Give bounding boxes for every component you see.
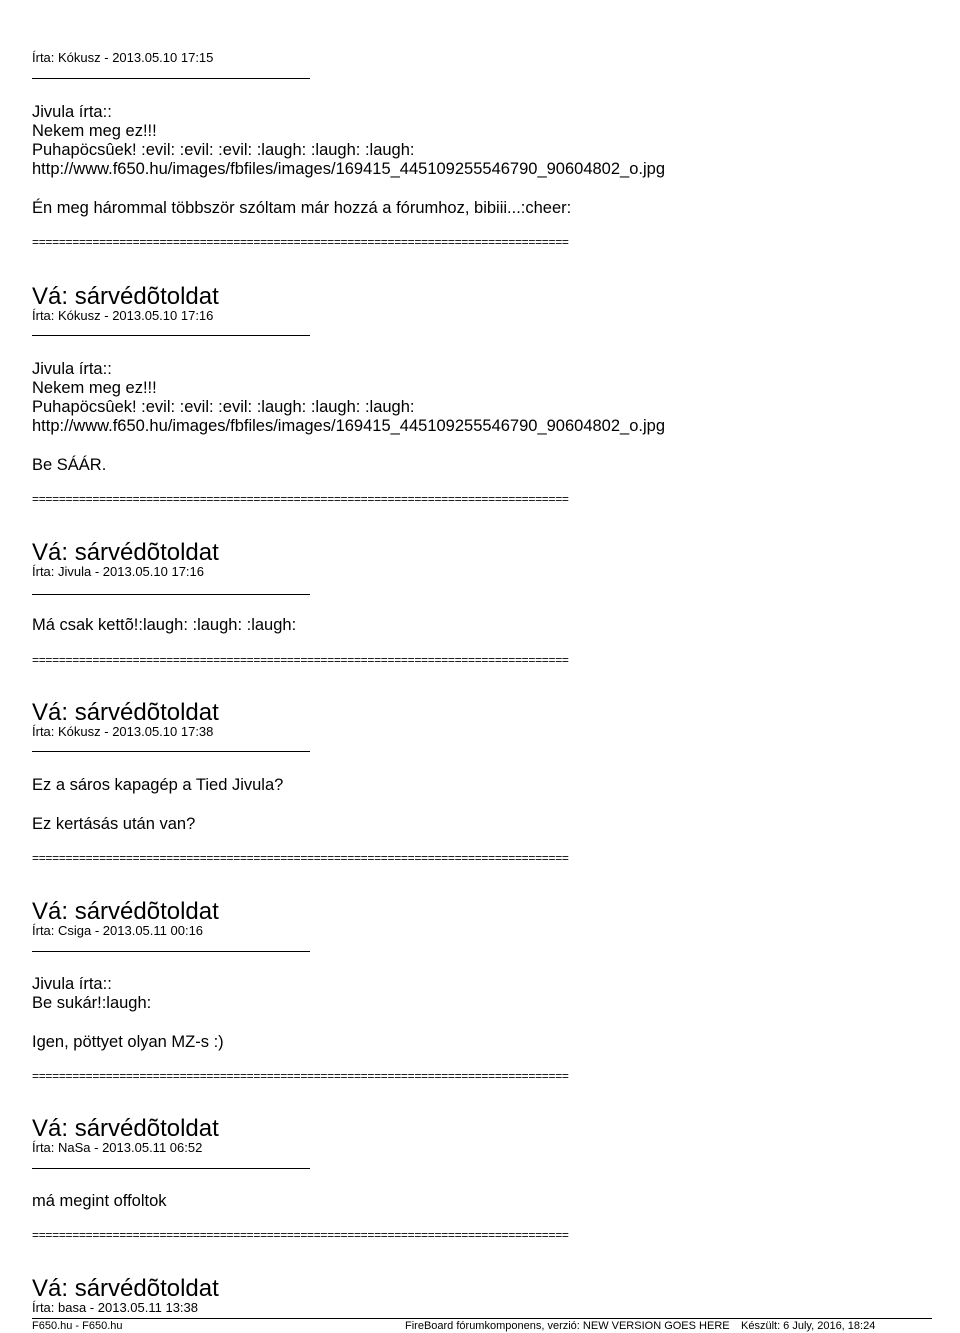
- post-link[interactable]: http://www.f650.hu/images/fbfiles/images/169415_445109255546790_90604802_o.jpg: [32, 417, 665, 435]
- post-meta: Írta: NaSa - 2013.05.11 06:52: [32, 1140, 203, 1155]
- post-text: Én meg hárommal többször szóltam már hozzá a fórumhoz, bibiii...:cheer:: [32, 199, 572, 217]
- footer-timestamp: Készült: 6 July, 2016, 18:24: [741, 1320, 876, 1332]
- post-text: Ez kertásás után van?: [32, 815, 196, 833]
- post-text: Nekem meg ez!!!: [32, 379, 157, 397]
- post-rule: [32, 594, 310, 595]
- post-link[interactable]: http://www.f650.hu/images/fbfiles/images/169415_445109255546790_90604802_o.jpg: [32, 160, 665, 178]
- footer-site: F650.hu - F650.hu: [32, 1320, 123, 1332]
- post-rule: [32, 951, 310, 952]
- post-text: Be SÁÁR.: [32, 456, 107, 474]
- post-title: Vá: sárvédõtoldat: [32, 898, 219, 925]
- footer-component: FireBoard fórumkomponens, verzió: NEW VERSION GOES HERE: [405, 1320, 730, 1332]
- quote-header: Jivula írta::: [32, 103, 112, 121]
- post-title: Vá: sárvédõtoldat: [32, 699, 219, 726]
- post-title: Vá: sárvédõtoldat: [32, 1115, 219, 1142]
- post-meta: Írta: Kókusz - 2013.05.10 17:15: [32, 50, 214, 65]
- post-text: Igen, pöttyet olyan MZ-s :): [32, 1033, 224, 1051]
- post-text: Be sukár!:laugh:: [32, 994, 152, 1012]
- post-text: Puhapöcsûek! :evil: :evil: :evil: :laugh: :laugh: :laugh:: [32, 141, 415, 159]
- post-separator: ================================================================================: [32, 653, 569, 667]
- post-text: Puhapöcsûek! :evil: :evil: :evil: :laugh: :laugh: :laugh:: [32, 398, 415, 416]
- post-text: Nekem meg ez!!!: [32, 122, 157, 140]
- post-separator: ================================================================================: [32, 851, 569, 865]
- post-separator: ================================================================================: [32, 1228, 569, 1242]
- page-footer: [32, 1318, 932, 1333]
- post-text: Ez a sáros kapagép a Tied Jivula?: [32, 776, 284, 794]
- post-text: Má csak kettõ!:laugh: :laugh: :laugh:: [32, 616, 297, 634]
- post-meta: Írta: Kókusz - 2013.05.10 17:38: [32, 724, 214, 739]
- post-rule: [32, 751, 310, 752]
- post-separator: ================================================================================: [32, 492, 569, 506]
- quote-header: Jivula írta::: [32, 360, 112, 378]
- post-title: Vá: sárvédõtoldat: [32, 539, 219, 566]
- post-rule: [32, 78, 310, 79]
- post-separator: ================================================================================: [32, 1069, 569, 1083]
- post-meta: Írta: Jivula - 2013.05.10 17:16: [32, 564, 205, 579]
- quote-header: Jivula írta::: [32, 975, 112, 993]
- post-meta: Írta: Csiga - 2013.05.11 00:16: [32, 923, 204, 938]
- post-meta: Írta: Kókusz - 2013.05.10 17:16: [32, 308, 214, 323]
- post-rule: [32, 1168, 310, 1169]
- post-separator: ================================================================================: [32, 235, 569, 249]
- post-title: Vá: sárvédõtoldat: [32, 1275, 219, 1302]
- post-text: má megint offoltok: [32, 1192, 167, 1210]
- post-meta: Írta: basa - 2013.05.11 13:38: [32, 1300, 198, 1315]
- post-rule: [32, 335, 310, 336]
- post-title: Vá: sárvédõtoldat: [32, 283, 219, 310]
